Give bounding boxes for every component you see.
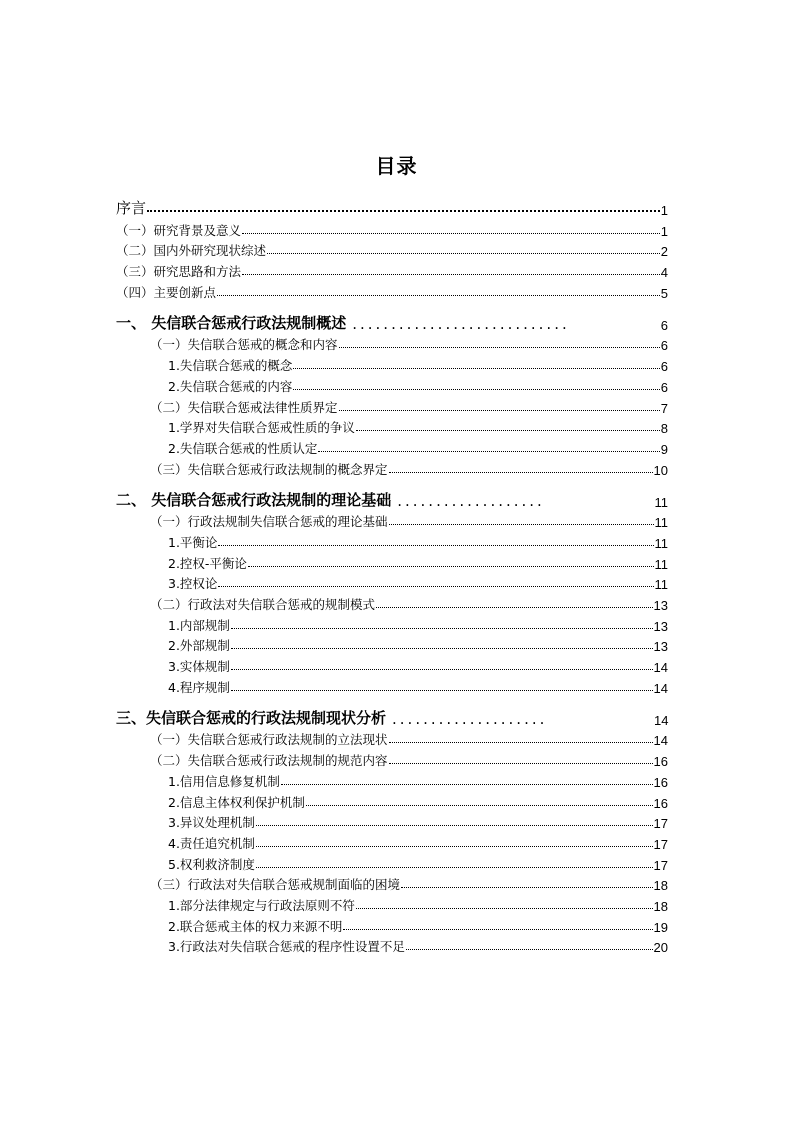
dot-leader [256,845,653,847]
toc-entry-label: 2.外部规制 [168,638,230,654]
toc-entry-label: （二）失信联合惩戒法律性质界定 [150,399,338,415]
toc-entry-label: 3.控权论 [168,576,218,592]
toc-subsection[interactable] [116,436,668,457]
toc-section[interactable] [116,333,668,354]
dot-leader [343,928,652,930]
toc-subsection[interactable] [116,914,668,935]
dot-leader [248,565,654,567]
dot-leader [231,647,653,649]
toc-entry-page: 4 [660,265,668,281]
toc-entry-label: 3.异议处理机制 [168,815,255,831]
toc-entry-label: 3.实体规制 [168,659,230,675]
toc-subsection[interactable] [116,654,668,675]
toc-section[interactable] [116,873,668,894]
toc-chapter-page: 11 [654,494,668,510]
toc-subsection[interactable] [116,530,668,551]
dot-leader [242,273,660,275]
toc-entry[interactable] [116,259,668,280]
toc-entry-page: 14 [653,660,668,676]
toc-entry-page: 6 [660,359,668,375]
dot-leader [392,710,547,728]
toc-subsection[interactable] [116,769,668,790]
toc-section[interactable] [116,457,668,478]
toc-subsection[interactable] [116,634,668,655]
toc-entry-label: 2.联合惩戒主体的权力来源不明 [168,918,343,934]
dot-leader [281,783,653,785]
dot-leader [293,367,659,369]
toc-entry-label: （一）失信联合惩戒行政法规制的立法现状 [150,732,388,748]
toc-entry-page: 17 [653,816,668,832]
toc-entry-label: （三）研究思路和方法 [116,264,242,280]
toc-entry-page: 19 [653,919,668,935]
toc-entry-preface[interactable] [116,190,668,218]
dot-leader [352,315,570,333]
dot-leader [218,544,653,546]
toc-subsection[interactable] [116,675,668,696]
toc-entry[interactable] [116,280,668,301]
toc-entry-page: 14 [653,680,668,696]
toc-entry-label: 1.部分法律规定与行政法原则不符 [168,897,355,913]
toc-section[interactable] [116,510,668,531]
toc-subsection[interactable] [116,935,668,956]
toc-entry[interactable] [116,239,668,260]
toc-section[interactable] [116,592,668,613]
toc-chapter-label: 一、 失信联合惩戒行政法规制概述 [116,313,347,332]
toc-entry-page: 17 [653,836,668,852]
toc-subsection[interactable] [116,831,668,852]
toc-entry-page: 5 [660,285,668,301]
toc-entry-page: 17 [653,857,668,873]
dot-leader [339,346,660,348]
dot-leader [231,668,653,670]
table-of-contents [116,190,668,955]
dot-leader [147,209,660,212]
toc-subsection[interactable] [116,353,668,374]
toc-subsection[interactable] [116,852,668,873]
toc-entry-page: 16 [653,795,668,811]
toc-entry-page: 18 [653,898,668,914]
dot-leader [389,523,654,525]
dot-leader [389,762,653,764]
toc-entry-label: （三）失信联合惩戒行政法规制的概念界定 [150,461,388,477]
toc-subsection[interactable] [116,613,668,634]
dot-leader [356,429,660,431]
page-title: 目录 [375,154,418,178]
toc-chapter-page: 6 [660,317,668,333]
dot-leader [218,585,653,587]
toc-entry-label: 5.权利救济制度 [168,856,255,872]
toc-entry-page: 16 [653,774,668,790]
dot-leader [356,907,653,909]
toc-entry-page: 6 [660,379,668,395]
toc-entry-page: 11 [654,577,668,593]
dot-leader [406,948,653,950]
toc-chapter-3[interactable] [116,696,668,728]
toc-entry-label: 3.行政法对失信联合惩戒的程序性设置不足 [168,939,405,955]
toc-entry-page: 11 [654,535,668,551]
dot-leader [397,492,545,510]
toc-subsection[interactable] [116,811,668,832]
toc-entry-label: （二）失信联合惩戒行政法规制的规范内容 [150,753,388,769]
toc-entry-page: 2 [660,244,668,260]
dot-leader [267,252,660,254]
toc-entry[interactable] [116,218,668,239]
toc-entry-page: 11 [654,515,668,531]
toc-chapter-label: 三、失信联合惩戒的行政法规制现状分析 [116,708,387,727]
toc-entry-label: 1.内部规制 [168,617,230,633]
toc-entry-page: 18 [653,878,668,894]
toc-entry-label: 4.责任追究机制 [168,835,255,851]
toc-entry-page: 13 [653,618,668,634]
toc-subsection[interactable] [116,416,668,437]
toc-entry-page: 11 [654,556,668,572]
toc-entry-label: 2.控权-平衡论 [168,555,247,571]
toc-entry-label: （二）行政法对失信联合惩戒的规制模式 [150,597,376,612]
toc-entry-page: 10 [653,462,668,478]
dot-leader [231,689,653,691]
dot-leader [401,886,653,888]
toc-entry-page: 7 [660,400,668,416]
toc-entry-label: 序言 [116,199,147,217]
dot-leader [389,471,653,473]
toc-chapter-label: 二、 失信联合惩戒行政法规制的理论基础 [116,490,392,509]
dot-leader [256,824,653,826]
toc-entry-page: 14 [653,733,668,749]
toc-entry-page: 16 [653,754,668,770]
toc-entry-page: 13 [653,598,668,613]
dot-leader [318,450,659,452]
toc-chapter-page: 14 [654,712,669,728]
toc-entry-label: 2.信息主体权利保护机制 [168,794,305,810]
toc-entry-label: （一）失信联合惩戒的概念和内容 [150,337,338,353]
toc-section[interactable] [116,748,668,769]
toc-entry-page: 20 [653,940,668,956]
toc-entry-page: 13 [653,639,668,655]
dot-leader [242,232,660,234]
toc-entry-page: 8 [660,421,668,437]
toc-subsection[interactable] [116,551,668,572]
toc-subsection[interactable] [116,374,668,395]
toc-subsection[interactable] [116,893,668,914]
toc-subsection[interactable] [116,790,668,811]
toc-entry-label: 2.失信联合惩戒的内容 [168,378,293,394]
toc-entry-label: 4.程序规制 [168,679,230,695]
dot-leader [339,409,660,411]
dot-leader [306,804,653,806]
toc-entry-label: 2.失信联合惩戒的性质认定 [168,440,318,456]
toc-entry-label: 1.失信联合惩戒的概念 [168,358,293,374]
toc-entry-label: （一）研究背景及意义 [116,222,242,238]
toc-entry-label: （四）主要创新点 [116,284,217,300]
toc-entry-label: （一）行政法规制失信联合惩戒的理论基础 [150,514,388,530]
dot-leader [217,294,660,296]
toc-entry-page: 1 [660,203,668,218]
toc-section[interactable] [116,728,668,749]
toc-section[interactable] [116,395,668,416]
toc-entry-label: （三）行政法对失信联合惩戒规制面临的困境 [150,877,401,893]
toc-subsection[interactable] [116,572,668,593]
toc-entry-page: 1 [660,223,668,239]
dot-leader [389,741,653,743]
toc-chapter-2[interactable] [116,478,668,510]
dot-leader [293,388,659,390]
toc-chapter-1[interactable] [116,301,668,333]
toc-entry-label: 1.平衡论 [168,534,218,550]
dot-leader [231,627,653,629]
toc-entry-label: 1.学界对失信联合惩戒性质的争议 [168,420,355,436]
toc-entry-page: 9 [660,441,668,457]
dot-leader [376,606,653,608]
toc-entry-page: 6 [660,338,668,354]
toc-entry-label: 1.信用信息修复机制 [168,773,280,789]
dot-leader [256,866,653,868]
toc-entry-label: （二）国内外研究现状综述 [116,243,267,259]
